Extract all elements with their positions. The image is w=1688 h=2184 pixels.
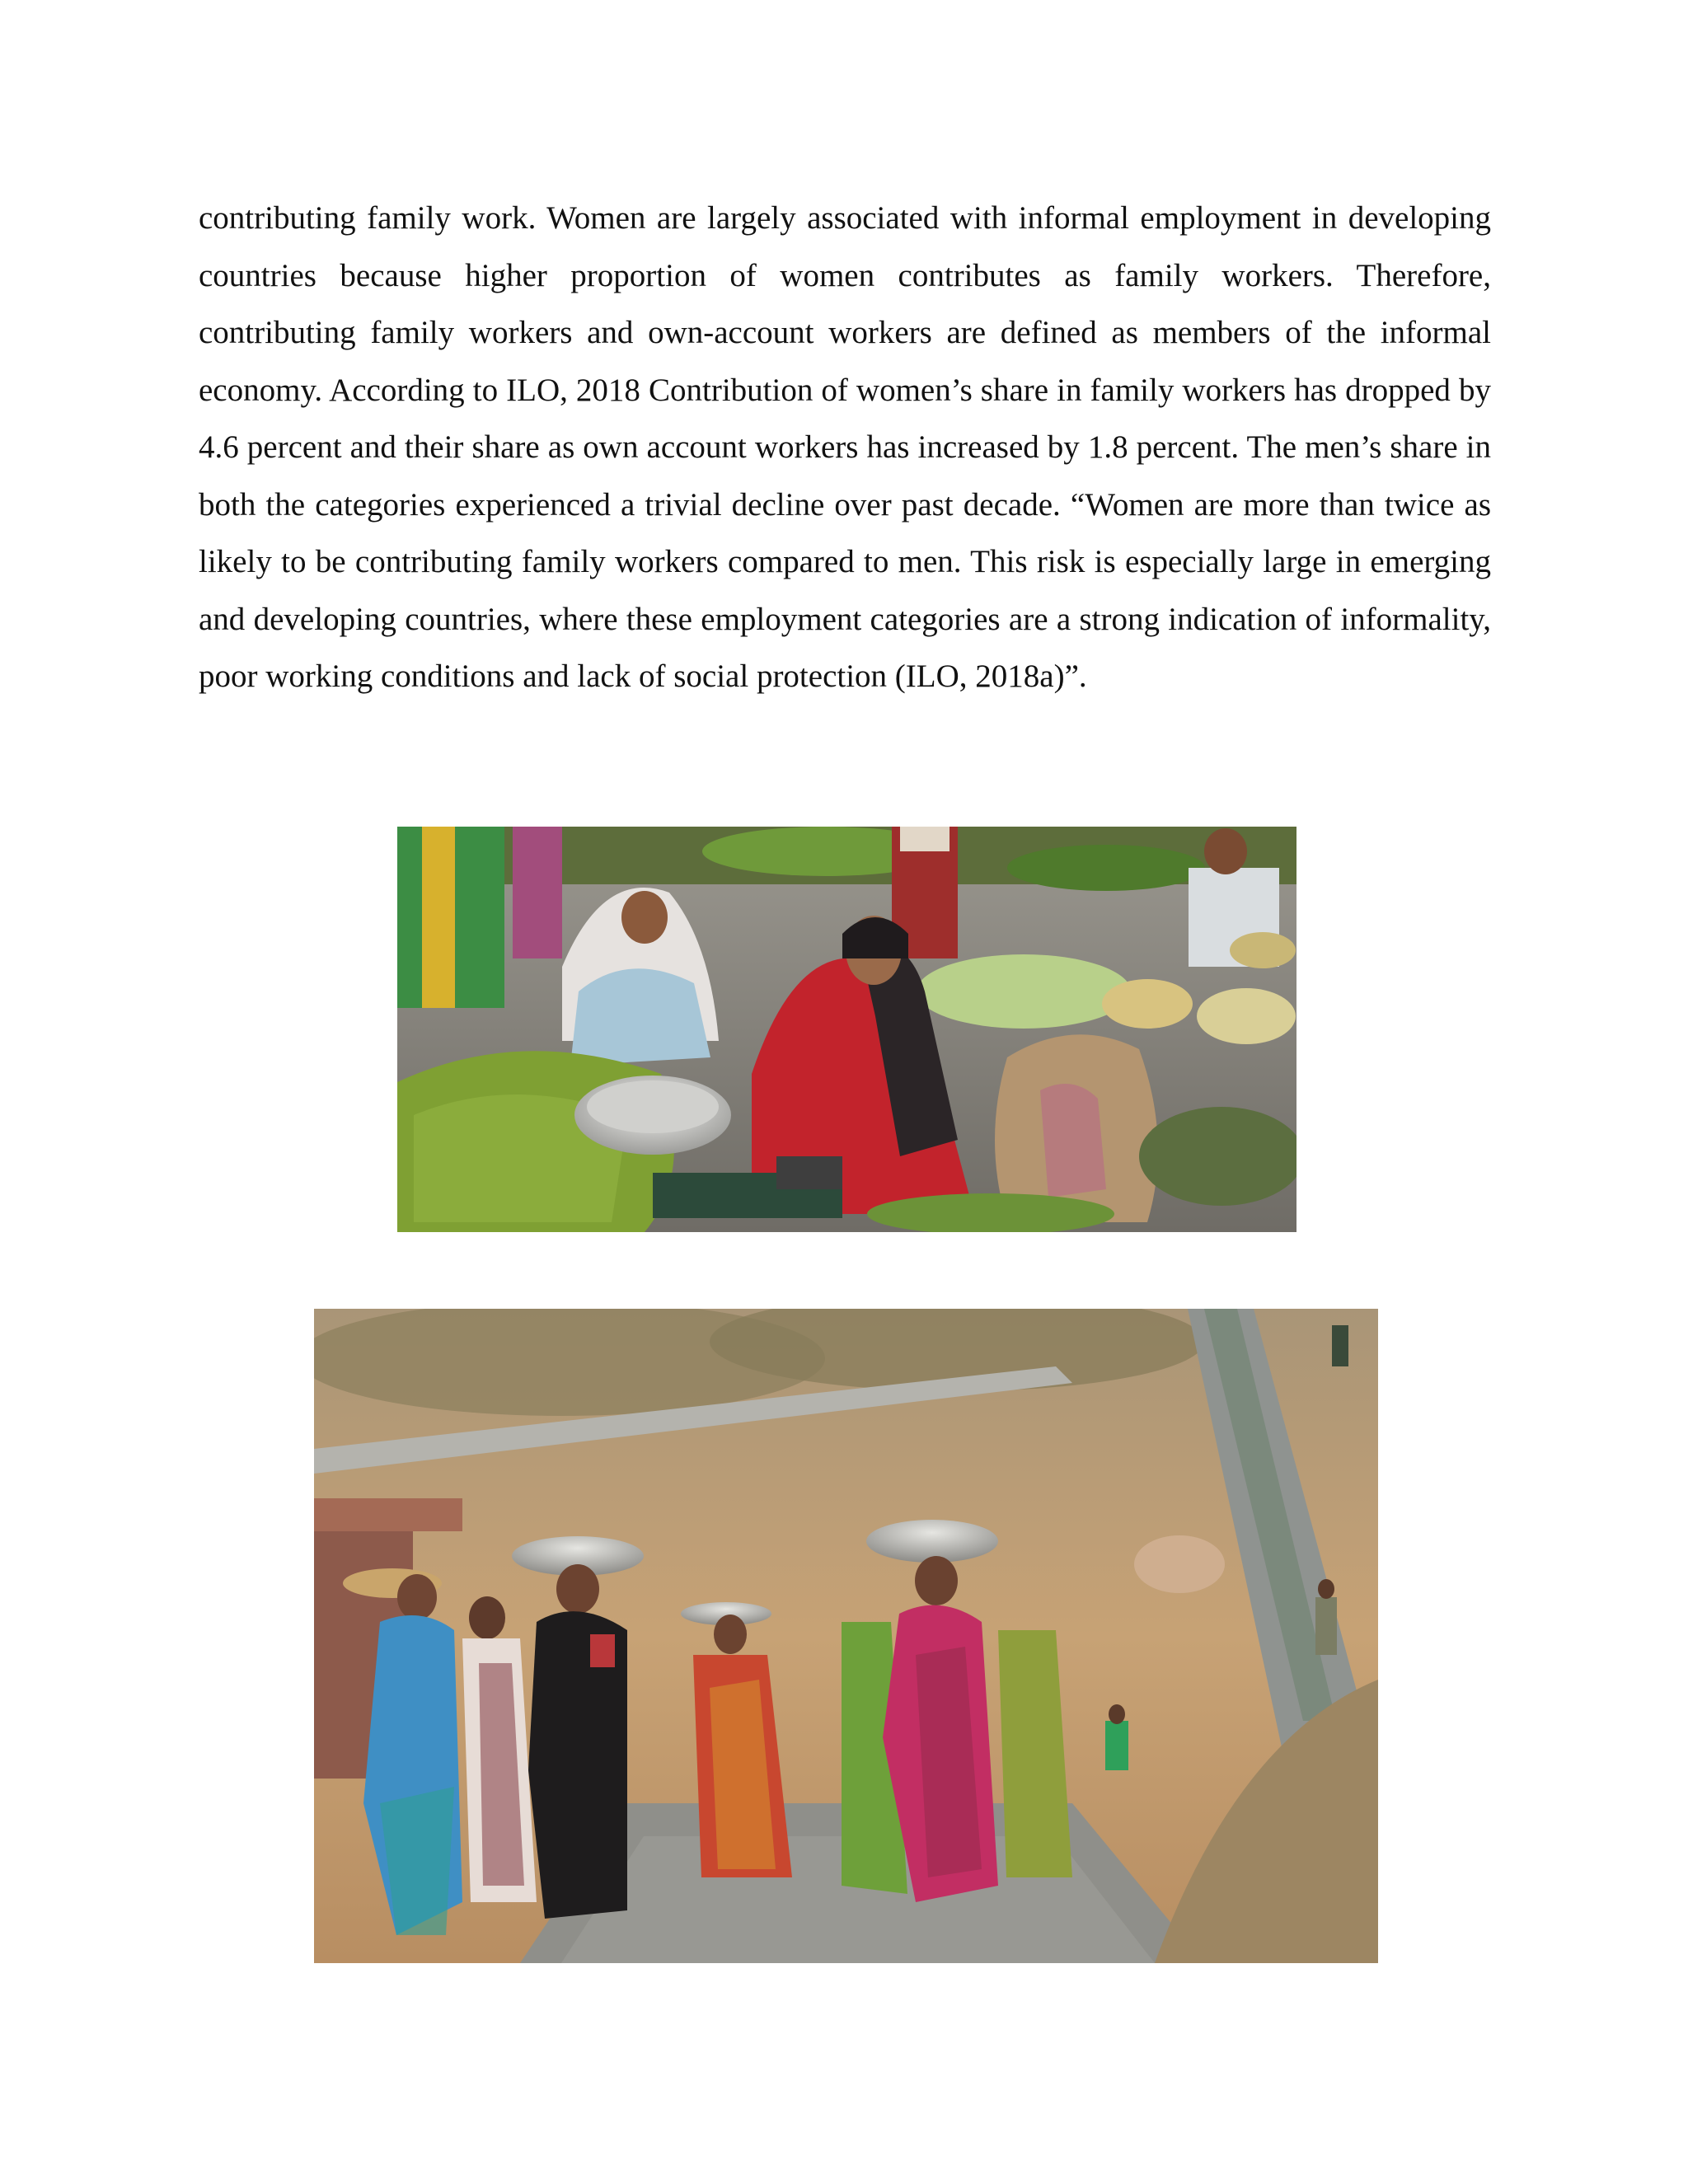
- construction-photo-illustration: [314, 1309, 1378, 1963]
- market-photo: [397, 827, 1296, 1232]
- construction-photo: [314, 1309, 1378, 1963]
- body-paragraph: contributing family work. Women are largely associated with informal employment in developing countries because higher proportion of women contributes as family workers. Therefore, contributing family workers and own-account workers are defined as members of the informal economy. According to ILO, 2018 Contribution of women’s share in family workers has dropped by 4.6 percent and their share as own account workers has increased by 1.8 percent. The men’s share in both the categories experienced a trivial decline over past decade. “Women are more than twice as likely to be contributing family workers compared to men. This risk is especially large in emerging and developing countries, where these employment categories are a strong indication of informality, poor working conditions and lack of social protection (ILO, 2018a)”.: [199, 200, 1491, 694]
- market-photo-illustration: [397, 827, 1296, 1232]
